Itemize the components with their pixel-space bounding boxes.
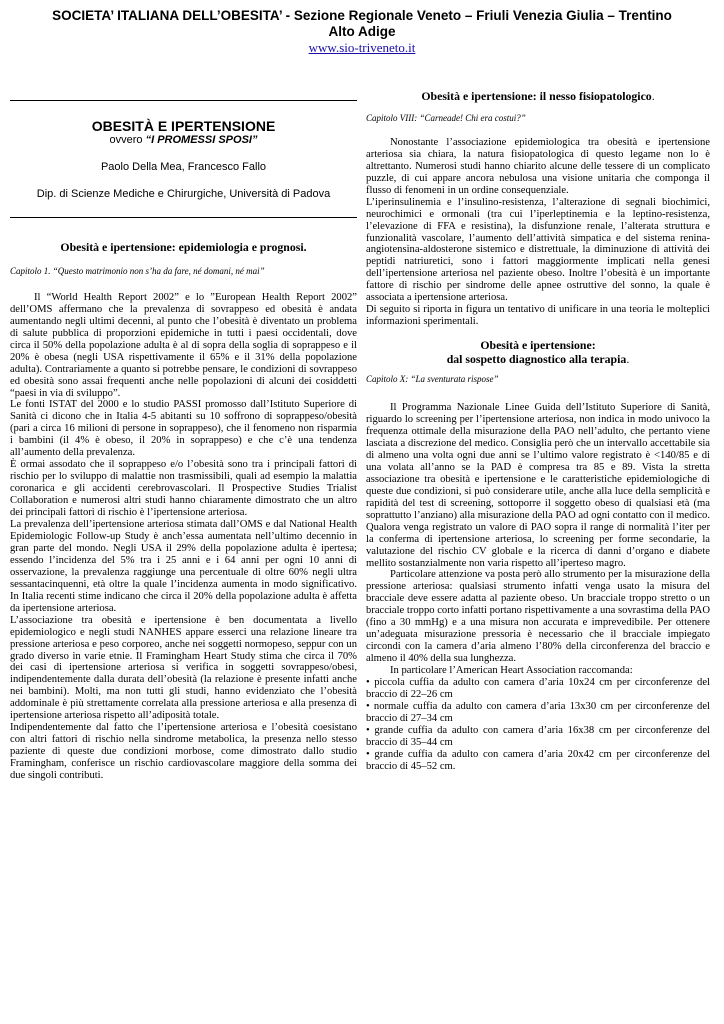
section-title-epidemiology: Obesità e ipertensione: epidemiologia e prognosi. <box>60 240 307 254</box>
subtitle-quote: “I PROMESSI SPOSI” <box>145 134 258 146</box>
article-subtitle <box>10 134 357 147</box>
list-item: • piccola cuffia da adulto con camera d’aria 10x24 cm per circonferenze del braccio di 22–26 cm <box>366 677 710 700</box>
paragraph: Particolare attenzione va posta però allo strumento per la misurazione della pressione arteriosa: qualsiasi strumento infatti venga usato la misura del bracciale deve essere adatta al paziente obeso. Un bracciale troppo stretto o un bracciale troppo corto infatti portano rispettivamente a una sovrastima della PAO (fino a 30 mmHg) e a una misura non accurata e imprevedibile. Per ottenere un’adeguata misurazione pressoria è necessario che il bracciale impiegato circondi con la camera d’aria almeno l’80% della circonferenza del braccio e almeno il 40% della sua lunghezza. <box>366 569 710 665</box>
chapter-caption: Capitolo VIII: “Carneade! Chi era costui?” <box>366 112 526 123</box>
society-title-line1: SOCIETA’ ITALIANA DELL’OBESITA’ - Sezione Regionale Veneto – Friuli Venezia Giulia – Trentino <box>52 8 672 23</box>
website-link[interactable]: www.sio-triveneto.it <box>308 40 416 55</box>
paragraph: È ormai assodato che il soprappeso e/o l’obesità sono tra i principali fattori di rischio per lo sviluppo di malattie non trasmissibili, quali ad esempio la malattia coronarica e gli accidenti cerebrovascolari. Il Prospective Studies Trialist Collaboration e numerosi altri studi hanno chiaramente dimostrato che un altro dei principali fattori di rischio è l’ipertensione arteriosa. <box>10 459 357 519</box>
paragraph: Il Programma Nazionale Linee Guida dell’Istituto Superiore di Sanità, riguardo lo screening per l’ipertensione arteriosa, non indica in modo univoco la frequenza ottimale della misurazione della PAO nell’adulto, che pertanto viene lasciata a discrezione del medico. Consiglia però che un intervallo accettabile sia di almeno una volta ogni due anni se l’ultimo valore registrato è <140/85 e di una volata all’anno se la PAD è compresa tra 85 e 89. Vista la stretta associazione tra obesità e ipertensione e le caratteristiche epidemiologiche di queste due condizioni, si può considerare utile, anche alla luce della semplicità e rapidità del test di screening, sottoporre il soggetto obeso di qualsiasi età (ma soprattutto l’anziano) alla misurazione della PAO ad ogni contatto con il medico. Qualora venga registrato un valore di PAO sopra il range di normalità l’iter per la conferma di ipertensione arteriosa, lo screening per forme secondarie, la valutazione del rischio CV globale e la ricerca di danni d’organo e diabete mellito sostanzialmente non varia rispetto all’iperteso magro. <box>366 402 710 569</box>
paragraph: L’associazione tra obesità e ipertensione è ben documentata a livello epidemiologico e negli studi NANHES appare esserci una relazione lineare tra pressione arteriosa e peso corporeo, anche nei soggetti normopeso, seppur con un grado diverso in varie etnie. Il Framingham Heart Study stima che circa il 70% dei casi di ipertensione arteriosa si verifica in soggetti sovrappeso/obesi, indipendentemente dalla durata dell’obesità (la relazione è presente infatti anche nei bambini). Molti, ma non tutti gli studi, hanno evidenziato che l’obesità addominale è più strettamente correlata alla pressione arteriosa e alla presenza di ipertensione arteriosa rispetto all’adiposità totale. <box>10 614 357 722</box>
page-header <box>0 8 724 56</box>
section-title-dot: . <box>626 352 630 367</box>
paragraph: Di seguito si riporta in figura un tentativo di unificare in una teoria le molteplici informazioni sperimentali. <box>366 304 710 328</box>
paragraph: Nonostante l’associazione epidemiologica tra obesità e ipertensione arteriosa sia chiara, la natura fisiopatologica di questo legame non lo è altrettanto. Numerosi studi hanno chiarito alcune delle tessere di un complicato puzzle, di cui appare ancora nebulosa una visione unitaria che componga il flusso di fenomeni in un ordine consequenziale. <box>366 136 710 196</box>
paragraph: La prevalenza dell’ipertensione arteriosa stimata dall’OMS e dal National Health Epidemiologic Follow-up Study è anch’essa aumentata nell’ultimo decennio in gran parte del mondo. Negli USA il 29% della popolazione adulta è ipertesa; essendo l’incidenza del 5% tra i 25 anni e i 64 anni per ogni 10 anni di osservazione, la prevalenza raggiunge una percentuale di oltre 60% negli ultra sessantacinquenni, età oltre la quale l’incidenza aumenta in modo significativo. In Italia recenti stime indicano che circa il 20% della popolazione adulta è affetta da ipertensione arteriosa. <box>10 519 357 614</box>
authors: Paolo Della Mea, Francesco Fallo <box>100 161 267 173</box>
cuff-size-list <box>366 677 710 773</box>
section-title-line1: Obesità e ipertensione: <box>480 338 596 353</box>
paragraph: In particolare l’American Heart Association raccomanda: <box>390 665 633 677</box>
section-title-text: dal sospetto diagnostico alla terapia <box>446 352 627 367</box>
section-title-dot: . <box>651 89 655 103</box>
paragraph: L’iperinsulinemia e l’insulino-resistenza, l’alterazione di segnali biochimici, neurochimici e ormonali (tra cui l’iperleptinemia e la leptino-resistenza, l’elevazione di FFA e resistina), la disfunzione renale, l’alterata struttura e funzionalità vascolare, l’aumento dell’attività simpatica e del sistema renina-angiotensina-aldosterone sistemico e distrettuale, la diminuzione di attività dei peptidi natriuretici, sono i fattori maggiormente implicati nella genesi dell’ipertensione arteriosa nel paziente obeso. Inoltre l’obesità è un importante fattore di rischio per sindrome delle apnee ostruttive del sonno, la quale è associata a ipertensione arteriosa. <box>366 196 710 304</box>
affiliation: Dip. di Scienze Mediche e Chirurgiche, Università di Padova <box>36 188 331 200</box>
section-title-text: Obesità e ipertensione: il nesso fisiopatologico <box>421 89 652 103</box>
list-item: • normale cuffia da adulto con camera d’aria 13x30 cm per circonferenze del braccio di 27–34 cm <box>366 700 710 724</box>
left-column <box>10 100 357 782</box>
list-item: • grande cuffia da adulto con camera d’aria 20x42 cm per circonferenze del braccio di 45–52 cm. <box>366 748 710 772</box>
section-title-physiopathology <box>366 91 710 103</box>
section-title-line2 <box>366 352 710 366</box>
article-title: OBESITÀ E IPERTENSIONE <box>91 118 276 134</box>
paragraph: Indipendentemente dal fatto che l’ipertensione arteriosa e l’obesità coesistano con altri fattori di rischio nella sindrome metabolica, la presenza nello stesso paziente di queste due condizioni morbose, come dimostrato dallo studio Framingham, conferisce un rischio cardiovascolare maggiore della somma dei due singoli contributi. <box>10 722 357 782</box>
chapter-caption: Capitolo X: “La sventurata rispose” <box>366 374 499 385</box>
right-column <box>366 91 710 773</box>
top-divider <box>10 100 357 101</box>
paragraph: Le fonti ISTAT del 2000 e lo studio PASSI promosso dall’Istituto Superiore di Sanità ci dicono che in Italia 4-5 abitanti su 10 soffrono di soprappeso/obesità (pari a circa 16 milioni di persone in soprappeso), che il fenomeno non risparmia i bambini (il 4% è obeso, il 20% in soprappeso) e che c’è una tendenza all’aumento della prevalenza. <box>10 399 357 459</box>
mid-divider <box>10 217 357 218</box>
paragraph: Il “World Health Report 2002” e lo ”European Health Report 2002” dell’OMS affermano che la prevalenza di sovrappeso ed obesità è andata aumentando negli ultimi decenni, al punto che l’obesità è diventato un problema di salute pubblica di proporzioni epidemiche in tutti i paesi occidentali, dove circa il 50% della popolazione adulta è al di sopra della soglia di soprappeso e il 20% è obesa (negli USA rispettivamente il 65% e il 31% della popolazione adulta). Contrariamente a quanto si potrebbe pensare, le condizioni di sovrappeso ed obesità sono assai frequenti anche nelle popolazioni di alcuni dei cosiddetti “paesi in via di sviluppo”. <box>10 291 357 399</box>
chapter-caption: Capitolo 1. “Questo matrimonio non s’ha da fare, né domani, né mai” <box>10 265 265 276</box>
subtitle-prefix: ovvero <box>109 134 146 146</box>
list-item: • grande cuffia da adulto con camera d’aria 16x38 cm per circonferenze del braccio di 35–44 cm <box>366 724 710 748</box>
section-title-diagnosis <box>366 338 710 366</box>
society-title-line2: Alto Adige <box>328 24 396 39</box>
